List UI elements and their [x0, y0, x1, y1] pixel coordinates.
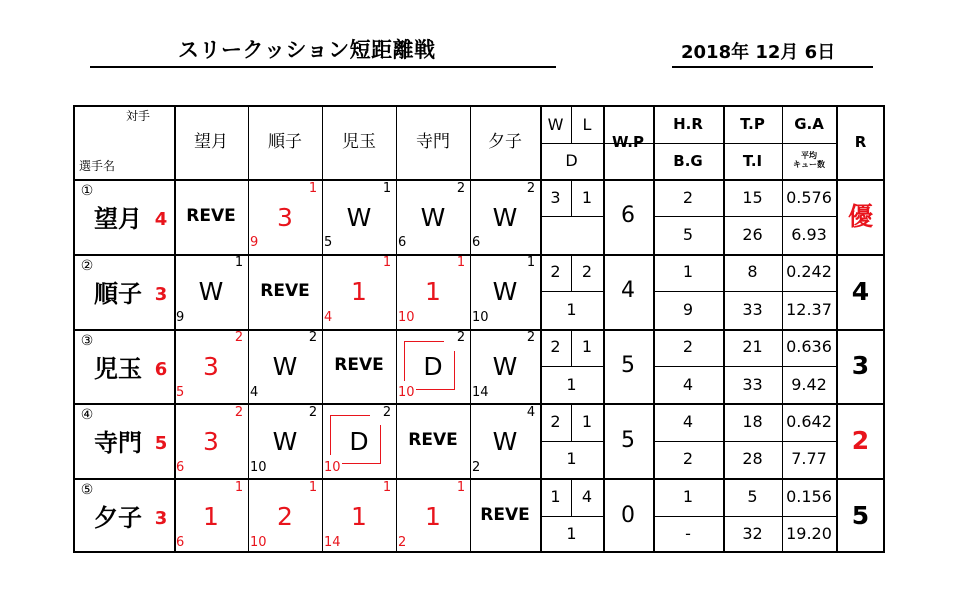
reve-cell: REVE: [260, 280, 310, 301]
draws-count: 1: [566, 299, 577, 319]
player-name: 児玉: [94, 354, 142, 383]
total-innings: 28: [742, 449, 763, 469]
innings-count: 4: [324, 310, 333, 326]
general-average: 0.642: [786, 412, 832, 432]
final-rank: 優: [847, 201, 873, 231]
total-points: 15: [742, 187, 763, 207]
innings-count: 10: [250, 459, 267, 475]
final-rank: 4: [851, 276, 870, 306]
header-tp: T.P: [740, 114, 765, 133]
win-points: 5: [621, 427, 635, 453]
race-target: 2: [308, 404, 318, 420]
player-name: 寺門: [94, 429, 142, 458]
final-rank: 3: [851, 351, 870, 381]
header-avg-line2: キュー数: [793, 160, 825, 169]
innings-count: 10: [472, 310, 489, 326]
race-target: 2: [234, 330, 244, 346]
innings-count: 10: [398, 384, 415, 400]
header-avg-line1: 平均: [801, 151, 817, 161]
high-run: 1: [682, 262, 694, 282]
innings-count: 14: [324, 534, 341, 550]
result-score: 1: [425, 277, 441, 307]
player-handicap: 4: [154, 209, 168, 230]
average-cues: 7.77: [791, 449, 827, 469]
race-target: 1: [308, 479, 318, 495]
high-run: 2: [682, 187, 694, 207]
race-target: 1: [382, 255, 392, 271]
header-bg: B.G: [673, 151, 703, 170]
result-score: 2: [277, 501, 293, 531]
player-handicap: 6: [154, 358, 168, 380]
total-points: 21: [742, 337, 763, 357]
win-points: 6: [621, 203, 635, 229]
reve-cell: REVE: [334, 355, 384, 376]
total-points: 8: [747, 262, 758, 282]
losses-count: 1: [581, 337, 593, 357]
race-target: 2: [456, 330, 466, 346]
result-win: W: [198, 277, 224, 307]
draws-count: 1: [566, 524, 577, 544]
draw-box-line: [330, 415, 370, 416]
average-cues: 9.42: [791, 374, 827, 394]
draw-box-line: [404, 341, 444, 342]
innings-count: 4: [250, 384, 259, 400]
race-target: 1: [308, 180, 318, 196]
draws-count: [540, 216, 603, 253]
average-cues: 12.37: [786, 299, 832, 319]
average-cues: 19.20: [786, 524, 832, 544]
header-wp: W.P: [611, 132, 644, 151]
innings-count: 5: [324, 235, 333, 251]
page-title: スリークッション短距離戦: [178, 38, 436, 62]
innings-count: 5: [176, 384, 185, 400]
result-score: 1: [425, 501, 441, 531]
header-opponent-3: 児玉: [342, 131, 376, 152]
player-handicap: 5: [154, 433, 168, 455]
header-ga: G.A: [794, 114, 824, 133]
draw-box-line: [454, 351, 455, 389]
total-points: 18: [742, 412, 763, 432]
race-target: 1: [234, 479, 244, 495]
reve-cell: REVE: [408, 430, 458, 451]
innings-count: 2: [398, 534, 407, 550]
player-handicap: 3: [154, 283, 168, 305]
draw-box-line: [380, 425, 381, 463]
result-score: 3: [277, 202, 293, 232]
result-score: 3: [203, 352, 219, 382]
header-opponent-2: 順子: [268, 131, 302, 152]
race-target: 2: [456, 180, 466, 196]
innings-count: 6: [176, 534, 185, 550]
result-score: 1: [351, 501, 367, 531]
total-innings: 26: [742, 225, 763, 245]
result-win: W: [492, 426, 518, 456]
wins-count: 2: [550, 337, 561, 357]
race-target: 1: [234, 255, 244, 271]
player-name: 夕子: [94, 504, 142, 533]
race-target: 1: [382, 180, 392, 196]
player-handicap: 3: [154, 508, 168, 530]
player-number: ⑤: [80, 482, 94, 499]
header-player: 選手名: [79, 159, 116, 173]
total-innings: 32: [742, 524, 763, 544]
race-target: 2: [382, 404, 392, 420]
innings-count: 9: [250, 235, 259, 251]
innings-count: 10: [324, 459, 341, 475]
innings-count: 10: [250, 534, 267, 550]
reve-cell: REVE: [186, 205, 236, 226]
high-run: 4: [682, 412, 694, 432]
losses-count: 2: [581, 262, 593, 282]
average-cues: 6.93: [791, 225, 827, 245]
header-avg-cue: [782, 145, 836, 177]
innings-count: 2: [472, 459, 481, 475]
draws-count: 1: [566, 374, 577, 394]
result-win: W: [492, 277, 518, 307]
player-name: 順子: [94, 279, 142, 308]
header-rank: R: [854, 132, 867, 151]
win-points: 5: [621, 352, 635, 378]
reve-cell: REVE: [480, 505, 530, 526]
race-target: 2: [234, 404, 244, 420]
title-underline: [90, 66, 556, 68]
innings-count: 9: [176, 310, 185, 326]
player-number: ④: [80, 407, 94, 424]
header-opponent-1: 望月: [194, 131, 228, 152]
innings-count: 14: [472, 384, 489, 400]
race-target: 1: [382, 479, 392, 495]
best-game: -: [685, 524, 691, 544]
draw-box-line: [330, 415, 331, 455]
win-points: 4: [621, 278, 635, 304]
header-opponent-4: 寺門: [416, 131, 450, 152]
result-score: 1: [203, 501, 219, 531]
race-target: 1: [456, 479, 466, 495]
result-win: W: [420, 202, 446, 232]
innings-count: 10: [398, 310, 415, 326]
best-game: 2: [682, 449, 694, 469]
high-run: 2: [682, 337, 694, 357]
header-l: L: [582, 115, 592, 134]
result-win: W: [492, 202, 518, 232]
general-average: 0.636: [786, 337, 832, 357]
win-points: 0: [621, 502, 635, 528]
player-number: ③: [80, 332, 94, 349]
result-win: W: [346, 202, 372, 232]
losses-count: 1: [581, 187, 593, 207]
header-d: D: [565, 151, 578, 170]
result-win: W: [272, 352, 298, 382]
general-average: 0.156: [786, 486, 832, 506]
race-target: 1: [526, 255, 536, 271]
result-score: 3: [203, 426, 219, 456]
wins-count: 2: [550, 412, 561, 432]
wins-count: 3: [550, 187, 561, 207]
general-average: 0.242: [786, 262, 832, 282]
total-innings: 33: [742, 299, 763, 319]
losses-count: 4: [581, 486, 593, 506]
final-rank: 2: [851, 426, 870, 456]
draw-box-line: [404, 341, 405, 381]
losses-count: 1: [581, 412, 593, 432]
high-run: 1: [682, 486, 694, 506]
final-rank: 5: [851, 501, 870, 531]
race-target: 2: [308, 330, 318, 346]
result-draw: D: [349, 426, 369, 456]
wins-count: 2: [550, 262, 561, 282]
player-number: ①: [80, 183, 94, 199]
header-opponent-5: 夕子: [488, 131, 522, 152]
innings-count: 6: [398, 235, 407, 251]
date-underline: [672, 66, 873, 68]
result-win: W: [272, 426, 298, 456]
header-ti: T.I: [742, 151, 763, 170]
player-number: ②: [80, 257, 94, 274]
match-date: 2018年 12月 6日: [681, 42, 836, 63]
best-game: 4: [682, 374, 694, 394]
total-points: 5: [747, 486, 758, 506]
race-target: 2: [526, 180, 536, 196]
race-target: 4: [526, 404, 536, 420]
race-target: 1: [456, 255, 466, 271]
header-opponent: 対手: [125, 109, 150, 123]
best-game: 5: [682, 225, 694, 245]
innings-count: 6: [472, 235, 481, 251]
wins-count: 1: [550, 486, 561, 506]
innings-count: 6: [176, 459, 185, 475]
best-game: 9: [682, 299, 694, 319]
race-target: 2: [526, 330, 536, 346]
draws-count: 1: [566, 449, 577, 469]
result-win: W: [492, 352, 518, 382]
results-table: [73, 105, 885, 553]
result-score: 1: [351, 277, 367, 307]
player-name: 望月: [94, 205, 142, 233]
header-w: W: [547, 115, 564, 134]
header-hr: H.R: [673, 114, 703, 133]
general-average: 0.576: [786, 187, 832, 207]
total-innings: 33: [742, 374, 763, 394]
result-draw: D: [423, 352, 443, 382]
